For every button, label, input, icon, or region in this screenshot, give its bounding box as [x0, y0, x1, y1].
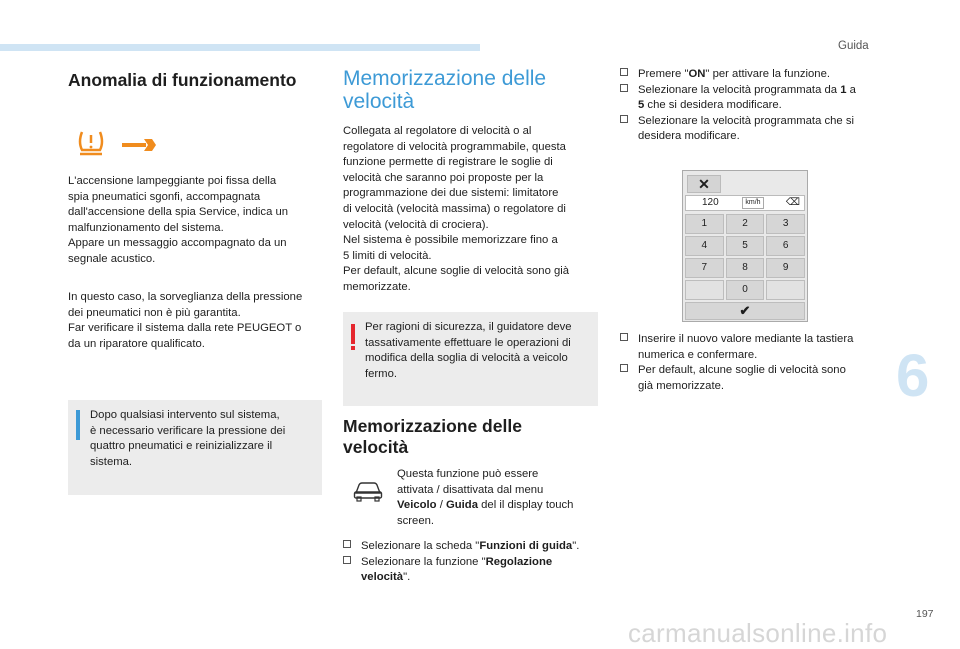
steps-list-3	[620, 332, 890, 394]
key-1: 1	[685, 214, 724, 234]
warning-note: Per ragioni di sicurezza, il guidatore deve tassativamente effettuare le operazioni di modifica della soglia di velocità a veicolo fermo.	[343, 312, 598, 406]
speed-memory-paragraph: Collegata al regolatore di velocità o al regolatore di velocità programmabile, questa funzione permette di registrare le soglie di velocità che saranno poi proposte per la programmazione dei due sistemi: limitatore di velocità (velocità massima) o regolatore di velocità (velocità di crociera). Nel sistema è possibile memorizzare fino a 5 limiti di velocità. Per default, alcune soglie di velocità sono già memorizzate.	[343, 125, 570, 293]
steps-list-1	[343, 539, 603, 586]
service-wrench-icon	[122, 138, 156, 152]
key-5: 5	[726, 236, 765, 256]
close-icon: ✕	[687, 175, 721, 193]
key-blank-left	[685, 280, 724, 300]
malfunction-paragraph-2: In questo caso, la sorveglianza della pressione dei pneumatici non è più garantita. Far verificare il sistema dalla rete PEUGEOT o da un riparatore qualificato.	[68, 291, 303, 350]
speed-memory-subtitle: Memorizzazione delle velocità	[343, 416, 522, 457]
key-3: 3	[766, 214, 805, 234]
list-item: Selezionare la scheda "Funzioni di guida".	[343, 539, 603, 555]
list-item: Inserire il nuovo valore mediante la tastiera numerica e confermare.	[620, 332, 890, 363]
tyre-pressure-warning-icon	[76, 128, 106, 158]
key-7: 7	[685, 258, 724, 278]
info-note: Dopo qualsiasi intervento sul sistema, è necessario verificare la pressione dei quattro pneumatici e reinizializzare il sistema.	[68, 400, 322, 495]
key-blank-right	[766, 280, 805, 300]
watermark: carmanualsonline.info	[628, 618, 888, 648]
speed-memory-title: Memorizzazione delle velocità	[343, 67, 547, 113]
key-9: 9	[766, 258, 805, 278]
key-0: 0	[726, 280, 765, 300]
chapter-number: 6	[896, 342, 930, 409]
info-icon	[76, 410, 80, 440]
backspace-icon: ⌫	[785, 197, 800, 208]
header-accent-bar	[0, 44, 480, 51]
list-item: Selezionare la funzione "Regolazione velocità".	[343, 555, 603, 586]
malfunction-title: Anomalia di funzionamento	[68, 70, 297, 90]
numeric-keys	[685, 214, 805, 300]
key-8: 8	[726, 258, 765, 278]
warning-icon	[351, 324, 355, 344]
confirm-check-icon: ✔	[685, 302, 805, 320]
page-number: 197	[916, 608, 934, 620]
key-2: 2	[726, 214, 765, 234]
list-item: Selezionare la velocità programmata che si desidera modificare.	[620, 114, 890, 145]
malfunction-paragraph-1: L'accensione lampeggiante poi fissa della spia pneumatici sgonfi, accompagnata dall'accensione della spia Service, indica un malfunzionamento del sistema. Appare un messaggio accompagnato da un segnale acustico.	[68, 175, 289, 265]
speed-keypad-illustration	[682, 170, 808, 322]
feature-intro: Questa funzione può essere attivata / disattivata dal menu Veicolo / Guida del il display touch screen.	[397, 468, 574, 527]
list-item: Per default, alcune soglie di velocità sono già memorizzate.	[620, 363, 890, 394]
steps-list-2	[620, 67, 890, 145]
car-menu-icon	[353, 480, 383, 502]
speed-value-field: 120 km/h ⌫	[685, 195, 805, 211]
list-item: Selezionare la velocità programmata da 1 a 5 che si desidera modificare.	[620, 83, 890, 114]
key-6: 6	[766, 236, 805, 256]
list-item: Premere "ON" per attivare la funzione.	[620, 67, 890, 83]
key-4: 4	[685, 236, 724, 256]
section-label: Guida	[838, 40, 869, 52]
